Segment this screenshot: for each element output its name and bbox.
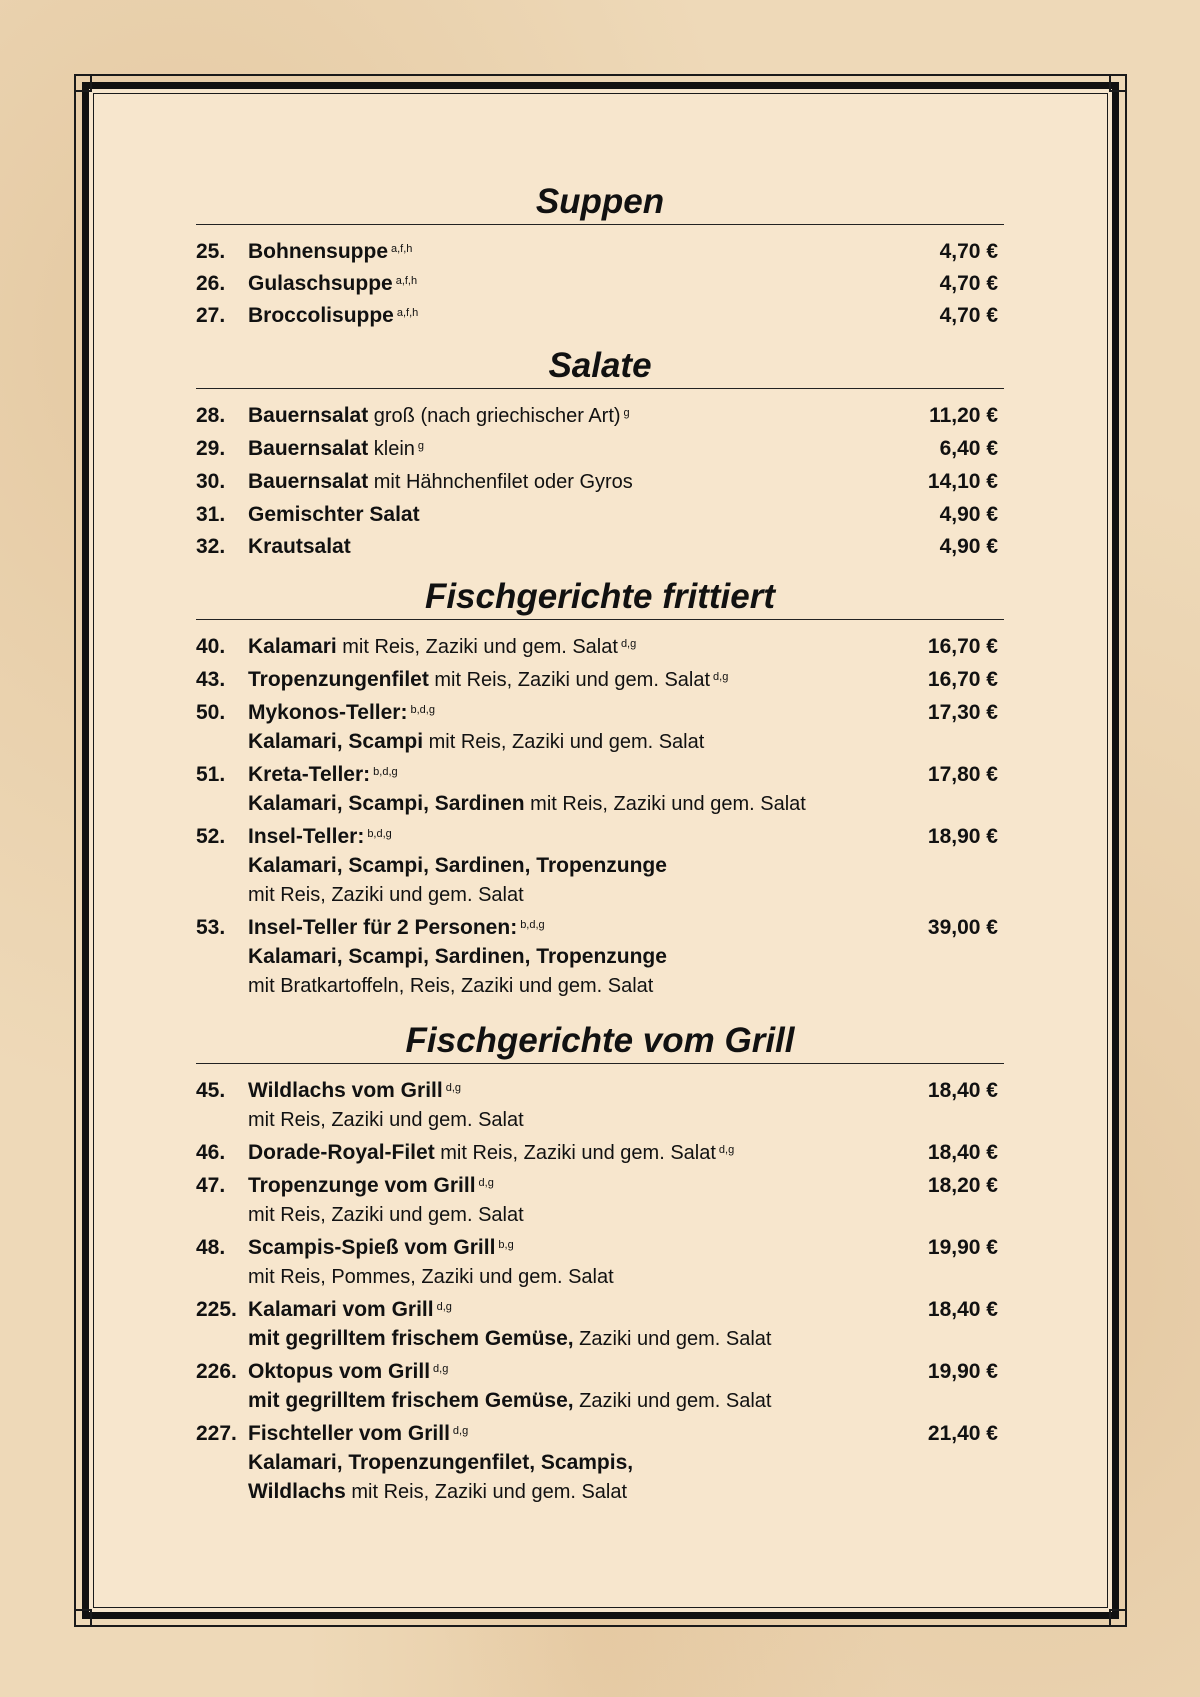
item-price: 39,00 €	[927, 916, 998, 939]
item-number: 226.	[196, 1360, 237, 1383]
menu-item	[196, 1357, 1004, 1416]
menu-item	[196, 500, 1004, 529]
item-line	[248, 1200, 878, 1230]
item-number: 52.	[196, 825, 226, 848]
item-number: 53.	[196, 916, 226, 939]
item-number: 26.	[196, 272, 226, 295]
item-line	[248, 913, 878, 942]
menu-item	[196, 665, 1004, 695]
item-line	[248, 1076, 878, 1105]
item-line	[248, 1448, 878, 1477]
item-name: Bohnensuppe	[248, 240, 388, 263]
item-number: 29.	[196, 437, 226, 460]
item-price: 18,20 €	[927, 1174, 998, 1197]
item-price: 18,40 €	[927, 1298, 998, 1321]
item-components: mit gegrilltem frischem Gemüse,	[248, 1327, 574, 1350]
item-number: 46.	[196, 1141, 226, 1164]
item-line	[248, 727, 878, 757]
item-price: 21,40 €	[927, 1422, 998, 1445]
item-sides: Zaziki und gem. Salat	[573, 1390, 772, 1412]
item-line	[248, 532, 878, 561]
item-name: Kalamari vom Grill	[248, 1298, 434, 1321]
item-line	[248, 301, 878, 330]
item-components: Kalamari, Scampi, Sardinen	[248, 792, 525, 815]
item-line	[248, 467, 878, 497]
allergen-codes: b,d,g	[373, 766, 398, 778]
item-name: Bauernsalat	[248, 404, 369, 427]
menu-item	[196, 532, 1004, 561]
item-number: 45.	[196, 1079, 226, 1102]
item-description	[248, 760, 878, 819]
item-line	[248, 1324, 878, 1354]
item-number: 32.	[196, 535, 226, 558]
item-name: Tropenzungenfilet	[248, 668, 429, 691]
item-description	[248, 269, 878, 298]
item-name: Kalamari	[248, 635, 337, 658]
item-description	[248, 1295, 878, 1354]
item-detail: mit Hähnchenfilet oder Gyros	[368, 471, 633, 493]
item-line	[248, 942, 878, 971]
item-price: 4,90 €	[939, 503, 998, 526]
menu-item	[196, 269, 1004, 298]
item-number: 43.	[196, 668, 226, 691]
menu-section	[196, 1019, 1004, 1507]
item-number: 30.	[196, 470, 226, 493]
item-name: Krautsalat	[248, 535, 351, 558]
menu-item	[196, 301, 1004, 330]
item-sides: mit Reis, Zaziki und gem. Salat	[524, 793, 806, 815]
allergen-codes: a,f,h	[396, 307, 419, 319]
item-detail: groß (nach griechischer Art)	[368, 405, 621, 427]
item-name: Tropenzunge vom Grill	[248, 1174, 476, 1197]
allergen-codes: d,g	[713, 671, 729, 683]
menu-item	[196, 467, 1004, 497]
item-sides: mit Reis, Pommes, Zaziki und gem. Salat	[248, 1266, 614, 1288]
item-description	[248, 698, 878, 757]
item-line	[248, 1386, 878, 1416]
item-line	[248, 237, 878, 266]
item-name: Bauernsalat	[248, 437, 369, 460]
item-line	[248, 1262, 878, 1292]
item-description	[248, 467, 878, 497]
item-detail: mit Reis, Zaziki und gem. Salat	[434, 1142, 716, 1164]
item-description	[248, 1171, 878, 1230]
menu-item	[196, 434, 1004, 464]
item-sides: mit Bratkartoffeln, Reis, Zaziki und gem. Salat	[248, 975, 654, 997]
item-description	[248, 434, 878, 464]
menu-item	[196, 1419, 1004, 1507]
allergen-codes: d,g	[445, 1082, 461, 1094]
item-description	[248, 1076, 878, 1135]
item-number: 28.	[196, 404, 226, 427]
menu-item	[196, 1295, 1004, 1354]
item-price: 4,70 €	[939, 240, 998, 263]
item-number: 227.	[196, 1422, 237, 1445]
item-name: Broccolisuppe	[248, 304, 394, 327]
item-price: 17,30 €	[927, 701, 998, 724]
menu-item	[196, 1171, 1004, 1230]
menu-section	[196, 575, 1004, 1001]
item-price: 16,70 €	[927, 635, 998, 658]
item-line	[248, 1477, 878, 1507]
item-line	[248, 665, 878, 695]
menu-item	[196, 401, 1004, 431]
item-components: Kalamari, Scampi, Sardinen, Tropenzunge	[248, 945, 667, 968]
menu-item	[196, 822, 1004, 910]
item-number: 225.	[196, 1298, 237, 1321]
item-name: Insel-Teller:	[248, 825, 365, 848]
allergen-codes: b,d,g	[410, 704, 435, 716]
item-price: 18,40 €	[927, 1141, 998, 1164]
item-line	[248, 434, 878, 464]
menu-item	[196, 632, 1004, 662]
menu-item	[196, 1233, 1004, 1292]
item-list	[196, 620, 1004, 1001]
item-price: 17,80 €	[927, 763, 998, 786]
item-description	[248, 1357, 878, 1416]
allergen-codes: d,g	[436, 1301, 452, 1313]
item-number: 50.	[196, 701, 226, 724]
item-price: 18,90 €	[927, 825, 998, 848]
item-price: 18,40 €	[927, 1079, 998, 1102]
item-line	[248, 632, 878, 662]
allergen-codes: d,g	[620, 638, 637, 650]
item-name: Insel-Teller für 2 Personen:	[248, 916, 518, 939]
item-sides: mit Reis, Zaziki und gem. Salat	[345, 1481, 628, 1503]
item-description	[248, 665, 878, 695]
item-line	[248, 269, 878, 298]
item-number: 51.	[196, 763, 226, 786]
corner-ornament-bottom-left	[74, 1609, 92, 1627]
item-list	[196, 389, 1004, 561]
item-components: Kalamari, Scampi, Sardinen, Tropenzunge	[248, 854, 667, 877]
item-description	[248, 822, 878, 910]
item-line	[248, 1357, 878, 1386]
item-price: 19,90 €	[927, 1360, 998, 1383]
item-name: Wildlachs vom Grill	[248, 1079, 443, 1102]
section-title: Suppen	[196, 180, 1004, 225]
corner-ornament-top-left	[74, 74, 92, 92]
item-price: 19,90 €	[927, 1236, 998, 1259]
item-description	[248, 1419, 878, 1507]
item-line	[248, 851, 878, 880]
allergen-codes: d,g	[478, 1177, 494, 1189]
menu-section	[196, 344, 1004, 561]
allergen-codes: d,g	[718, 1144, 735, 1156]
item-description	[248, 1138, 878, 1168]
item-components: Kalamari, Scampi	[248, 730, 424, 753]
item-name: Mykonos-Teller:	[248, 701, 408, 724]
item-line	[248, 1419, 878, 1448]
item-description	[248, 532, 878, 561]
allergen-codes: g	[417, 440, 425, 452]
item-line	[248, 1171, 878, 1200]
corner-ornament-bottom-right	[1109, 1609, 1127, 1627]
menu-item	[196, 1076, 1004, 1135]
item-components: Wildlachs	[248, 1480, 346, 1503]
allergen-codes: b,g	[498, 1239, 514, 1251]
item-description	[248, 301, 878, 330]
menu-item	[196, 1138, 1004, 1168]
allergen-codes: a,f,h	[391, 243, 413, 255]
item-sides: mit Reis, Zaziki und gem. Salat	[248, 1204, 524, 1226]
section-title: Salate	[196, 344, 1004, 389]
item-sides: mit Reis, Zaziki und gem. Salat	[423, 731, 705, 753]
item-number: 48.	[196, 1236, 226, 1259]
item-name: Gemischter Salat	[248, 503, 420, 526]
allergen-codes: b,d,g	[520, 919, 545, 931]
allergen-codes: a,f,h	[395, 275, 418, 287]
item-line	[248, 789, 878, 819]
item-line	[248, 500, 878, 529]
item-name: Oktopus vom Grill	[248, 1360, 431, 1383]
item-price: 4,90 €	[939, 535, 998, 558]
item-line	[248, 1138, 878, 1168]
item-name: Gulaschsuppe	[248, 272, 393, 295]
item-description	[248, 913, 878, 1001]
item-line	[248, 1295, 878, 1324]
item-name: Fischteller vom Grill	[248, 1422, 450, 1445]
menu-content	[196, 180, 1004, 1510]
item-line	[248, 1105, 878, 1135]
item-description	[248, 237, 878, 266]
item-line	[248, 760, 878, 789]
item-description	[248, 401, 878, 431]
item-name: Scampis-Spieß vom Grill	[248, 1236, 496, 1259]
allergen-codes: d,g	[452, 1425, 469, 1437]
item-line	[248, 401, 878, 431]
item-description	[248, 500, 878, 529]
item-price: 4,70 €	[939, 304, 998, 327]
item-price: 16,70 €	[927, 668, 998, 691]
item-name: Bauernsalat	[248, 470, 369, 493]
item-description	[248, 1233, 878, 1292]
item-detail: klein	[368, 438, 415, 460]
allergen-codes: b,d,g	[367, 828, 392, 840]
item-line	[248, 971, 878, 1001]
menu-item	[196, 913, 1004, 1001]
item-name: Kreta-Teller:	[248, 763, 371, 786]
item-price: 14,10 €	[927, 470, 998, 493]
item-number: 40.	[196, 635, 226, 658]
item-line	[248, 698, 878, 727]
item-price: 11,20 €	[929, 404, 998, 427]
menu-item	[196, 237, 1004, 266]
menu-item	[196, 698, 1004, 757]
item-sides: mit Reis, Zaziki und gem. Salat	[248, 884, 524, 906]
item-name: Dorade-Royal-Filet	[248, 1141, 435, 1164]
corner-ornament-top-right	[1109, 74, 1127, 92]
section-title: Fischgerichte vom Grill	[196, 1019, 1004, 1064]
item-list	[196, 225, 1004, 330]
item-sides: mit Reis, Zaziki und gem. Salat	[248, 1109, 524, 1131]
item-number: 47.	[196, 1174, 226, 1197]
section-title: Fischgerichte frittiert	[196, 575, 1004, 620]
allergen-codes: g	[623, 407, 630, 419]
item-detail: mit Reis, Zaziki und gem. Salat	[336, 636, 618, 658]
item-number: 27.	[196, 304, 226, 327]
item-detail: mit Reis, Zaziki und gem. Salat	[428, 669, 711, 691]
item-list	[196, 1064, 1004, 1507]
item-line	[248, 822, 878, 851]
item-sides: Zaziki und gem. Salat	[573, 1328, 772, 1350]
item-components: mit gegrilltem frischem Gemüse,	[248, 1389, 574, 1412]
item-price: 4,70 €	[939, 272, 998, 295]
item-line	[248, 1233, 878, 1262]
menu-item	[196, 760, 1004, 819]
item-description	[248, 632, 878, 662]
menu-section	[196, 180, 1004, 330]
item-number: 31.	[196, 503, 226, 526]
allergen-codes: d,g	[433, 1363, 449, 1375]
item-price: 6,40 €	[939, 437, 998, 460]
item-number: 25.	[196, 240, 226, 263]
item-line	[248, 880, 878, 910]
item-components: Kalamari, Tropenzungenfilet, Scampis,	[248, 1451, 634, 1474]
